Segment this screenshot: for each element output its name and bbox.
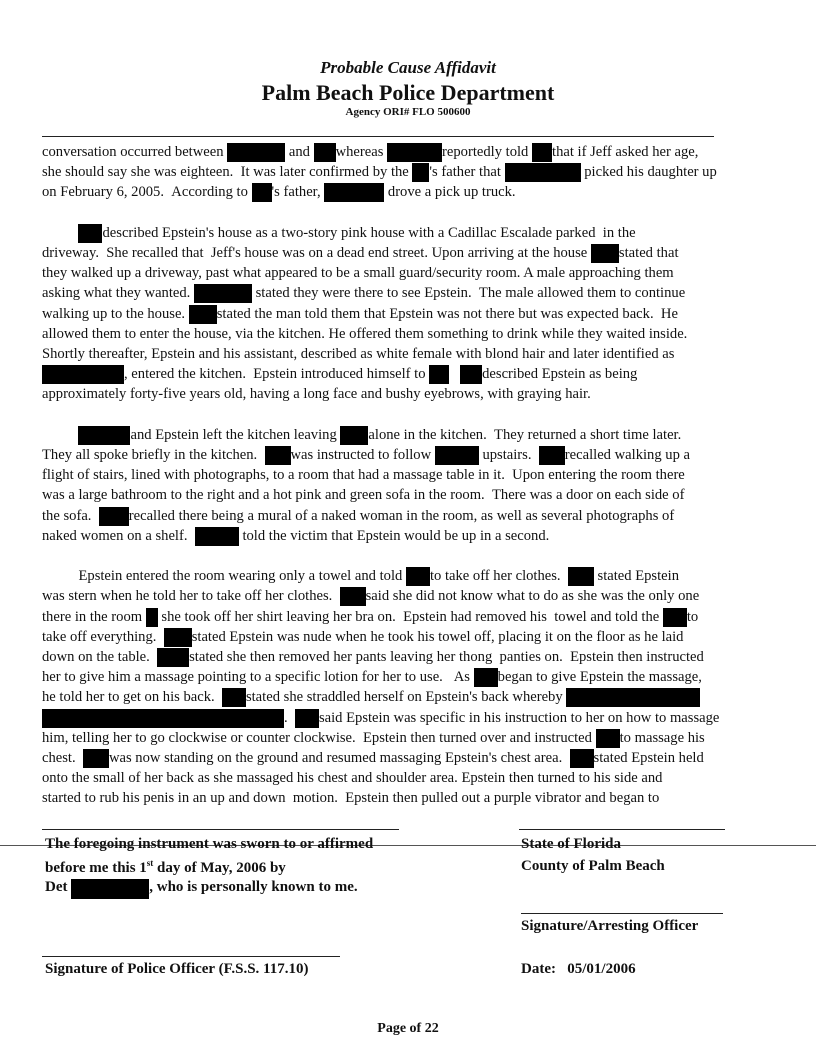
- body-text-segment: recalled walking up a: [564, 447, 691, 463]
- body-text-segment: chest.: [42, 750, 83, 766]
- body-text-segment: onto the small of her back as she massaged his chest and shoulder area. Epstein then turned to his side and: [42, 770, 663, 787]
- redaction-block: [505, 163, 581, 182]
- body-text-segment: They all spoke briefly in the kitchen.: [42, 447, 265, 463]
- sworn-date-rest: day of May, 2006 by: [153, 860, 286, 876]
- redaction-block: [435, 446, 479, 465]
- redaction-block: [227, 143, 285, 162]
- body-line: [42, 466, 685, 485]
- body-line: [42, 183, 516, 202]
- body-text-segment: walking up to the house.: [42, 305, 189, 322]
- body-text-segment: stated she straddled herself on Epstein's back whereby: [245, 689, 567, 706]
- redaction-block: [42, 709, 284, 728]
- body-line: [42, 789, 659, 808]
- redaction-block: [265, 446, 291, 465]
- body-text-segment: [42, 427, 78, 443]
- department-name: Palm Beach Police Department: [261, 80, 555, 105]
- body-text-segment: 's father,: [271, 184, 325, 201]
- body-text-segment: described Epstein's house as a two-story pink house with a Cadillac Escalade parked in the: [102, 224, 636, 241]
- body-text-segment: asking what they wanted.: [42, 285, 194, 302]
- body-text-segment: started to rub his penis in an up and down motion. Epstein then pulled out a purple vibrator and began to: [42, 790, 660, 807]
- body-text-segment: said Epstein was specific in his instruction to her on how to massage: [318, 709, 720, 726]
- body-line: [42, 385, 591, 404]
- body-text-segment: described Epstein as being: [482, 366, 638, 383]
- detective-line: [45, 879, 358, 899]
- redaction-block: [340, 587, 366, 606]
- footer-rule-left: [42, 829, 399, 830]
- redaction-block: [406, 567, 430, 586]
- redaction-block: [194, 284, 252, 303]
- body-line: [42, 668, 702, 687]
- body-text-segment: and Epstein left the kitchen leaving: [130, 426, 341, 443]
- police-signature-label: Signature of Police Officer (F.S.S. 117.10): [45, 961, 309, 977]
- redaction-block: [42, 365, 124, 384]
- redaction-block: [252, 183, 272, 202]
- redaction-block: [591, 244, 619, 263]
- body-text-segment: conversation occurred between: [42, 144, 228, 160]
- arresting-signature-line: [521, 913, 723, 914]
- body-text-segment: stated they were there to see Epstein. The male allowed them to continue: [251, 285, 686, 302]
- body-text-segment: said she did not know what to do as she was the only one: [365, 588, 700, 605]
- body-text-segment: Shortly thereafter, Epstein and his assistant, described as white female with blond hair and later identified as: [42, 346, 675, 362]
- body-line: [42, 587, 699, 606]
- date-label: Date:: [521, 961, 556, 977]
- body-text-segment: was instructed to follow: [290, 447, 435, 463]
- body-text-segment: to take off her clothes.: [429, 568, 568, 585]
- body-line: [42, 244, 679, 263]
- body-text-segment: upstairs.: [478, 447, 539, 463]
- redaction-block: [78, 426, 130, 445]
- body-text-segment: was now standing on the ground and resumed massaging Epstein's chest area.: [108, 750, 570, 766]
- body-line: [42, 769, 662, 788]
- date-value: 05/01/2006: [567, 961, 636, 977]
- county-label: County of Palm Beach: [521, 858, 665, 874]
- redaction-block: [83, 749, 109, 768]
- body-text-segment: was a large bathroom to the right and a hot pink and green sofa in the room. There was a door on each side of: [42, 487, 685, 504]
- body-text-segment: and: [285, 144, 314, 160]
- redaction-block: [539, 446, 565, 465]
- body-text-segment: allowed them to enter the house, via the kitchen. He offered them something to drink while they waited inside.: [42, 325, 688, 342]
- redaction-block: [663, 608, 687, 627]
- redaction-block: [314, 143, 336, 162]
- body-line: [42, 305, 678, 324]
- body-text-segment: , entered the kitchen. Epstein introduced himself to: [124, 366, 430, 383]
- body-text-segment: told the victim that Epstein would be up in a second.: [238, 527, 550, 544]
- body-text-segment: that if Jeff asked her age,: [552, 144, 699, 160]
- body-text-segment: reportedly told: [442, 144, 533, 160]
- body-text-segment: stated that: [618, 245, 679, 261]
- body-line: [42, 446, 690, 465]
- sworn-statement-line1: The foregoing instrument was sworn to or affirmed: [45, 836, 374, 852]
- police-signature-line: [42, 956, 340, 957]
- redaction-block: [189, 305, 217, 324]
- body-text-segment: approximately forty-five years old, having a long face and bushy eyebrows, with graying hair.: [42, 386, 591, 403]
- agency-ori: Agency ORI# FLO 500600: [345, 106, 471, 118]
- body-line: [42, 648, 704, 667]
- body-line: [42, 608, 698, 627]
- body-line: [42, 224, 636, 243]
- body-text-segment: there in the room: [42, 608, 146, 625]
- body-text-segment: 's father that: [429, 164, 505, 181]
- body-line: [42, 163, 717, 182]
- body-text-segment: [449, 366, 460, 382]
- redaction-block: [164, 628, 192, 647]
- arresting-signature-label: Signature/Arresting Officer: [521, 918, 699, 934]
- body-text-segment: she took off her shirt leaving her bra on. Epstein had removed his towel and told the: [157, 608, 663, 625]
- redaction-block: [429, 365, 449, 384]
- redaction-block: [71, 879, 149, 899]
- redaction-block: [222, 688, 246, 707]
- body-text-segment: drove a pick up truck.: [384, 184, 516, 201]
- redaction-block: [387, 143, 442, 162]
- redaction-block: [195, 527, 239, 546]
- body-line: [42, 426, 681, 445]
- document-type: Probable Cause Affidavit: [320, 58, 496, 77]
- body-line: [42, 143, 698, 162]
- body-line: [42, 325, 687, 344]
- body-text-segment: down on the table.: [42, 649, 158, 665]
- body-text-segment: stated the man told them that Epstein was not there but was expected back. He: [216, 305, 678, 322]
- body-text-segment: on February 6, 2005. According to: [42, 184, 252, 201]
- body-line: [42, 507, 674, 526]
- body-text-segment: driveway. She recalled that Jeff's house was on a dead end street. Upon arriving at the house: [42, 245, 591, 261]
- body-text-segment: .: [284, 709, 295, 726]
- body-line: [42, 749, 704, 768]
- redaction-block: [566, 688, 700, 707]
- redaction-block: [295, 709, 319, 728]
- redaction-block: [146, 608, 158, 627]
- body-text-segment: they walked up a driveway, past what appeared to be a small guard/security room. A male approaching them: [42, 265, 674, 282]
- body-line: [42, 264, 674, 283]
- body-text-segment: [42, 225, 78, 241]
- body-text-segment: her to give him a massage pointing to a specific lotion for her to use. As: [42, 669, 474, 686]
- body-text-segment: he told her to get on his back.: [42, 689, 222, 706]
- body-text-segment: flight of stairs, lined with photographs, to a room that had a massage table in it. Upon entering the room there: [42, 467, 685, 484]
- date-field: [521, 961, 636, 978]
- redaction-block: [460, 365, 482, 384]
- state-label: State of Florida: [521, 836, 621, 852]
- body-text-segment: stated Epstein: [593, 568, 679, 585]
- body-line: [42, 729, 705, 748]
- redaction-block: [340, 426, 368, 445]
- body-line: [42, 709, 719, 728]
- redaction-block: [570, 749, 594, 768]
- body-line: [42, 284, 685, 303]
- sworn-date-text: before me this 1: [45, 860, 147, 876]
- body-line: [42, 365, 637, 384]
- body-text-segment: to massage his: [619, 729, 705, 746]
- body-text-segment: picked his daughter up: [580, 164, 717, 181]
- body-text-segment: was stern when he told her to take off her clothes.: [42, 588, 340, 605]
- sworn-statement-line2: [45, 858, 286, 877]
- body-text-segment: to: [686, 608, 699, 625]
- body-text-segment: stated Epstein was nude when he took his towel off, placing it on the floor as he laid: [191, 628, 684, 645]
- body-text-segment: she should say she was eighteen. It was later confirmed by the: [42, 164, 413, 181]
- body-text-segment: him, telling her to go clockwise or counter clockwise. Epstein then turned over and instructed: [42, 729, 596, 746]
- body-text-segment: take off everything.: [42, 628, 164, 645]
- footer-rule-right: [519, 829, 725, 830]
- redaction-block: [568, 567, 594, 586]
- body-text-segment: recalled there being a mural of a naked woman in the room, as well as several photographs of: [128, 507, 675, 524]
- body-line: [42, 345, 674, 364]
- body-text-segment: began to give Epstein the massage,: [497, 669, 702, 686]
- body-line: [42, 527, 549, 546]
- body-text-segment: Epstein entered the room wearing only a towel and told: [42, 568, 406, 585]
- body-text-segment: whereas: [335, 144, 388, 160]
- detective-prefix: Det: [45, 879, 72, 895]
- sworn-date-suffix: st: [146, 858, 154, 868]
- body-text-segment: naked women on a shelf.: [42, 527, 195, 544]
- redaction-block: [412, 163, 429, 182]
- detective-suffix: , who is personally known to me.: [149, 879, 358, 895]
- redaction-block: [324, 183, 384, 202]
- page-number: Page of 22: [377, 1021, 439, 1036]
- redaction-block: [532, 143, 552, 162]
- body-line: [42, 486, 684, 505]
- body-line: [42, 628, 683, 647]
- redaction-block: [99, 507, 129, 526]
- redaction-block: [157, 648, 189, 667]
- body-line: [42, 688, 700, 707]
- body-text-segment: the sofa.: [42, 507, 99, 524]
- redaction-block: [474, 668, 498, 687]
- body-line: [42, 567, 679, 586]
- redaction-block: [78, 224, 102, 243]
- redaction-block: [596, 729, 620, 748]
- header-rule: [42, 136, 714, 137]
- body-text-segment: alone in the kitchen. They returned a short time later.: [368, 426, 682, 443]
- body-text-segment: stated she then removed her pants leaving her thong panties on. Epstein then instructed: [189, 649, 704, 665]
- body-text-segment: stated Epstein held: [593, 750, 704, 766]
